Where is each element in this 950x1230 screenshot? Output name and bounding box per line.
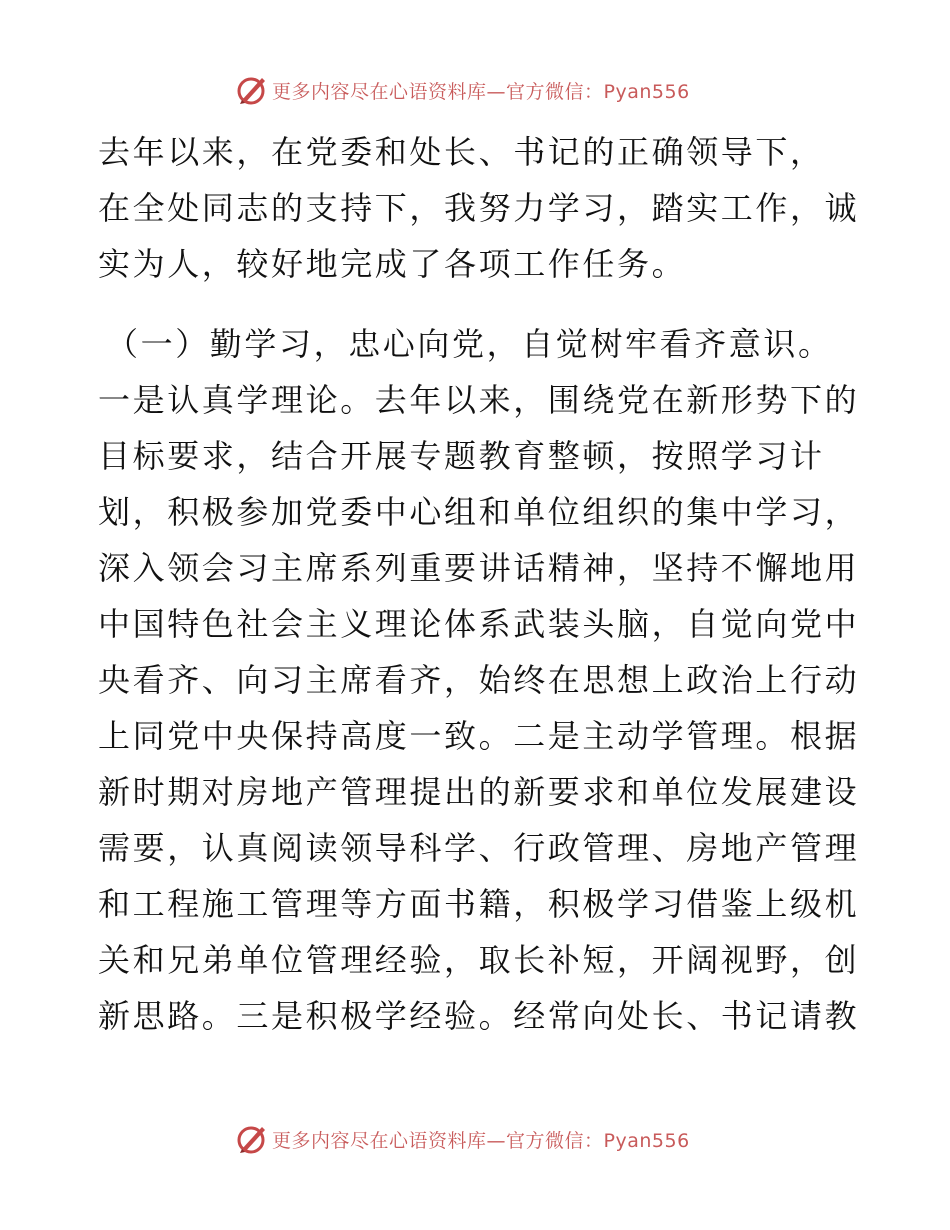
header-watermark-text: 更多内容尽在心语资料库—官方微信：Pyan556	[272, 80, 690, 103]
text-line: 需要，认真阅读领导科学、行政管理、房地产管理	[98, 829, 860, 867]
text-line: 上同党中央保持高度一致。二是主动学管理。根据	[98, 717, 860, 755]
paragraph-2	[98, 316, 858, 1044]
text-line: 去年以来，在党委和处长、书记的正确领导下，	[98, 133, 825, 171]
text-line: 中国特色社会主义理论体系武装头脑，自觉向党中	[98, 605, 860, 643]
text-line: 和工程施工管理等方面书籍，积极学习借鉴上级机	[98, 885, 860, 923]
footer-watermark-text: 更多内容尽在心语资料库—官方微信：Pyan556	[272, 1129, 690, 1152]
text-line: 划，积极参加党委中心组和单位组织的集中学习，	[98, 493, 860, 531]
header-watermark	[236, 73, 690, 107]
footer-watermark	[236, 1122, 690, 1156]
document-body	[98, 124, 858, 1044]
text-line: 新思路。三是积极学经验。经常向处长、书记请教	[98, 997, 860, 1035]
pen-logo-icon	[236, 74, 268, 106]
text-line: 在全处同志的支持下，我努力学习，踏实工作，诚	[98, 189, 860, 227]
text-line: 关和兄弟单位管理经验，取长补短，开阔视野，创	[98, 941, 860, 979]
text-line: 目标要求，结合开展专题教育整顿，按照学习计	[98, 437, 825, 475]
text-line: 央看齐、向习主席看齐，始终在思想上政治上行动	[98, 661, 860, 699]
paragraph-1	[98, 124, 858, 292]
section-heading: （一）勤学习，忠心向党，自觉树牢看齐意识。	[106, 325, 833, 363]
text-line: 新时期对房地产管理提出的新要求和单位发展建设	[98, 773, 860, 811]
text-line: 一是认真学理论。去年以来，围绕党在新形势下的	[98, 381, 860, 419]
pen-logo-icon	[236, 1123, 268, 1155]
text-line: 深入领会习主席系列重要讲话精神，坚持不懈地用	[98, 549, 860, 587]
text-line: 实为人，较好地完成了各项工作任务。	[98, 245, 687, 283]
